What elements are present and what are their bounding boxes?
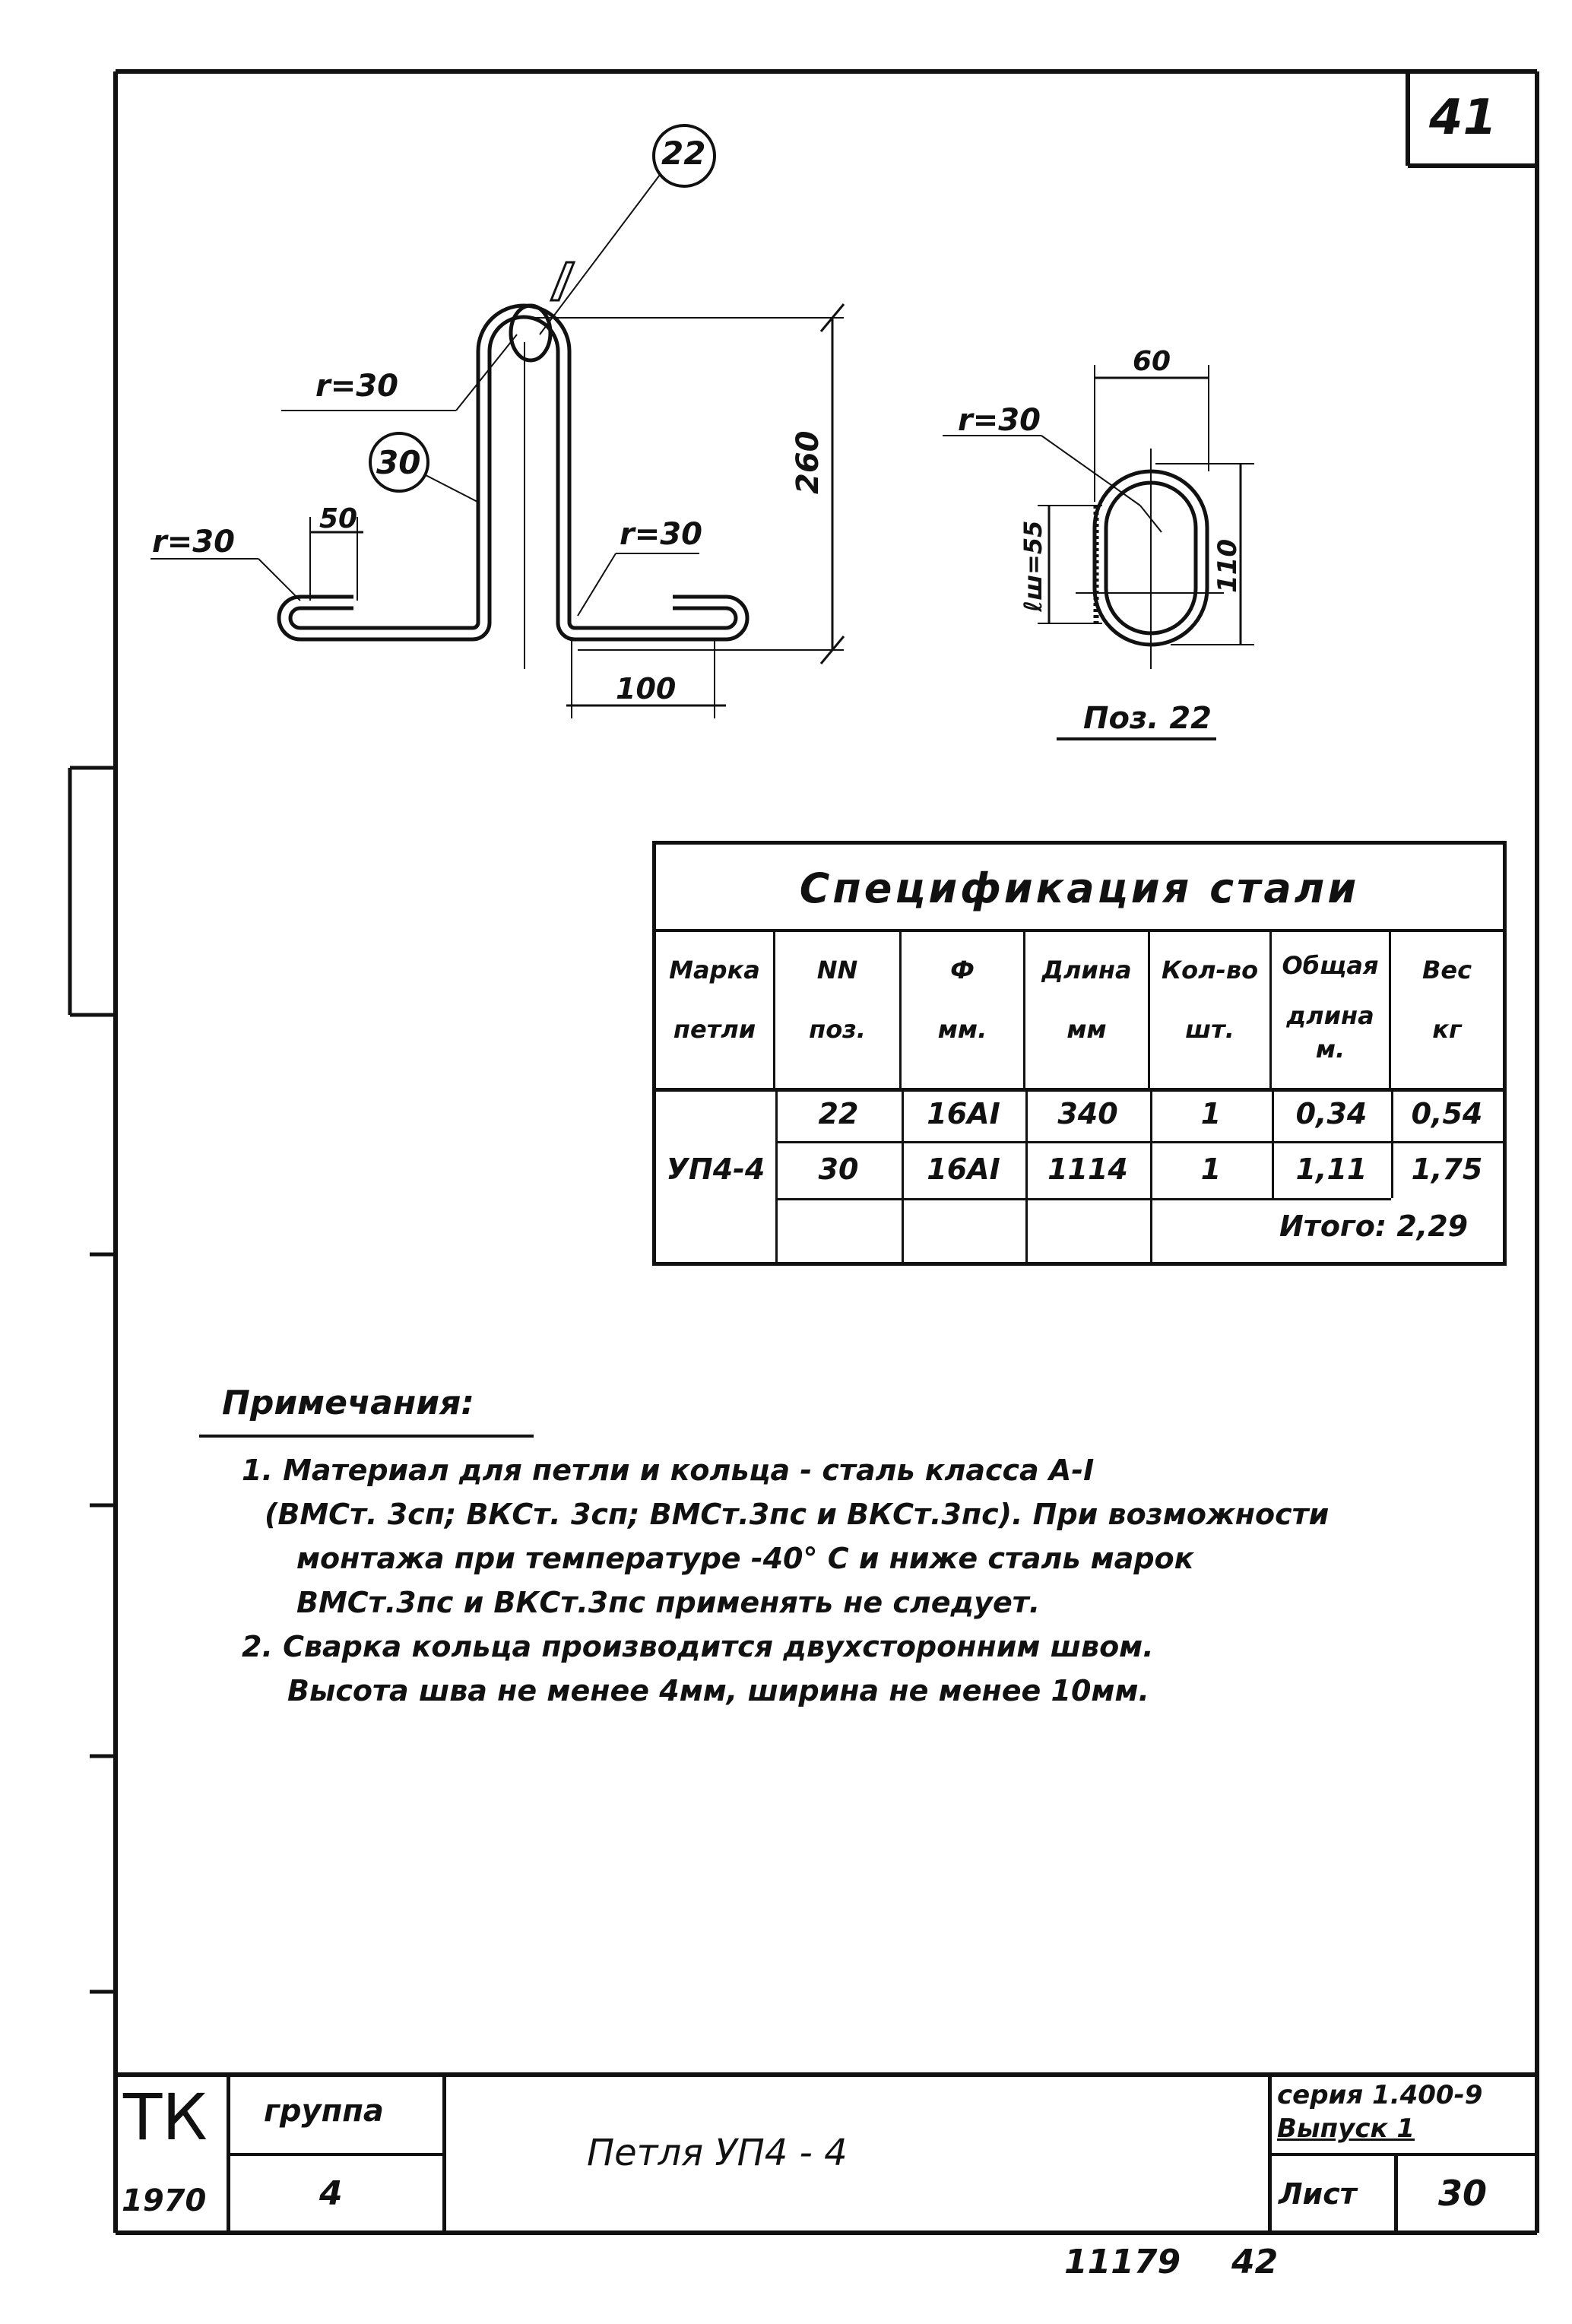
note-line-4: ВМСт.3пс и ВКСт.3пс применять не следует. [296,1586,1041,1619]
col-header-pos-line2: поз. [809,1015,866,1044]
row1-qty: 1 [1200,1097,1222,1130]
ring-width: 60 [1133,346,1171,377]
radius-label-top: r=30 [315,369,398,404]
note-line-5: 2. Сварка кольца производится двухсторонним швом. [242,1630,1154,1663]
ring-radius-label: r=30 [958,403,1041,438]
col-header-dia-line1: Ф [950,956,975,984]
col-header-pos [775,932,902,1088]
col-header-pos-line1: NN [816,956,858,984]
binding-marks [70,768,116,1992]
inventory-number: 11179 [1064,2243,1181,2281]
dimension-hook: 50 [319,503,358,534]
col-header-qty-line1: Кол-во [1161,956,1259,984]
col-header-qty [1150,932,1272,1088]
org-label: ТК [123,2080,208,2154]
col-header-length [1025,932,1150,1088]
radius-label-left: r=30 [152,525,235,560]
row2-total-length: 1,11 [1295,1152,1368,1186]
row2-pos: 30 [818,1152,859,1186]
note-line-1: 1. Материал для петли и кольца - сталь класса А-I [242,1454,1095,1487]
col-header-total-length-line3: м. [1315,1035,1345,1064]
notes-title: Примечания: [222,1384,474,1422]
row2-qty: 1 [1200,1152,1222,1186]
col-header-weight [1391,932,1503,1088]
col-header-mark [656,932,775,1088]
row1-total-length: 0,34 [1295,1097,1368,1130]
radius-label-right: r=30 [620,517,702,552]
dimension-height: 260 [791,430,826,494]
row1-length: 340 [1057,1097,1118,1130]
row2-length: 1114 [1047,1152,1128,1186]
col-header-total-length-line2: длина [1286,1001,1374,1030]
col-header-total-length [1272,932,1391,1088]
row2-dia: 16AI [927,1152,1000,1186]
col-header-mark-line2: петли [673,1015,756,1044]
loop-drawing [151,125,844,718]
col-header-dia-line2: мм. [937,1015,987,1044]
col-header-total-length-line1: Общая [1282,951,1379,980]
row1-dia: 16AI [927,1097,1000,1130]
spec-title: Спецификация стали [656,845,1503,932]
spec-total: Итого: 2,29 [1279,1210,1469,1243]
ring-weld-length: ℓш=55 [1019,520,1047,612]
note-line-2: (ВМСт. 3сп; ВКСт. 3сп; ВМСт.3пс и ВКСт.3пс). При возможности [265,1498,1330,1531]
sheet-label: Лист [1279,2177,1357,2211]
group-value: 4 [319,2174,343,2213]
issue-label: Выпуск 1 [1277,2113,1415,2144]
col-header-qty-line2: шт. [1185,1015,1234,1044]
col-header-weight-line2: кг [1432,1015,1462,1044]
row2-weight: 1,75 [1411,1152,1483,1186]
note-line-3: монтажа при температуре -40° С и ниже сталь марок [296,1542,1194,1575]
col-header-weight-line1: Вес [1421,956,1472,984]
dimension-foot: 100 [616,672,677,705]
col-header-length-line1: Длина [1041,956,1132,984]
position-mark-30: 30 [376,444,421,481]
spec-table [652,841,1507,1266]
title-block [116,2072,1537,2233]
row1-weight: 0,54 [1411,1097,1483,1130]
series-label: серия 1.400-9 [1277,2080,1483,2110]
note-line-6: Высота шва не менее 4мм, ширина не менее 10мм. [287,1674,1149,1707]
ring-caption: Поз. 22 [1083,701,1212,736]
year-label: 1970 [122,2183,207,2218]
page-number: 42 [1231,2243,1279,2281]
col-header-length-line2: мм [1066,1015,1107,1044]
group-label: группа [264,2094,384,2129]
position-mark-22: 22 [661,135,706,172]
row1-pos: 22 [818,1097,859,1130]
loop-mark: УП4-4 [666,1152,765,1186]
col-header-dia [902,932,1025,1088]
sheet-value: 30 [1438,2173,1488,2214]
ring-height: 110 [1212,539,1243,593]
drawing-name: Петля УП4 - 4 [587,2132,848,2174]
col-header-mark-line1: Марка [669,956,760,984]
sheet-corner-number: 41 [1429,90,1498,146]
